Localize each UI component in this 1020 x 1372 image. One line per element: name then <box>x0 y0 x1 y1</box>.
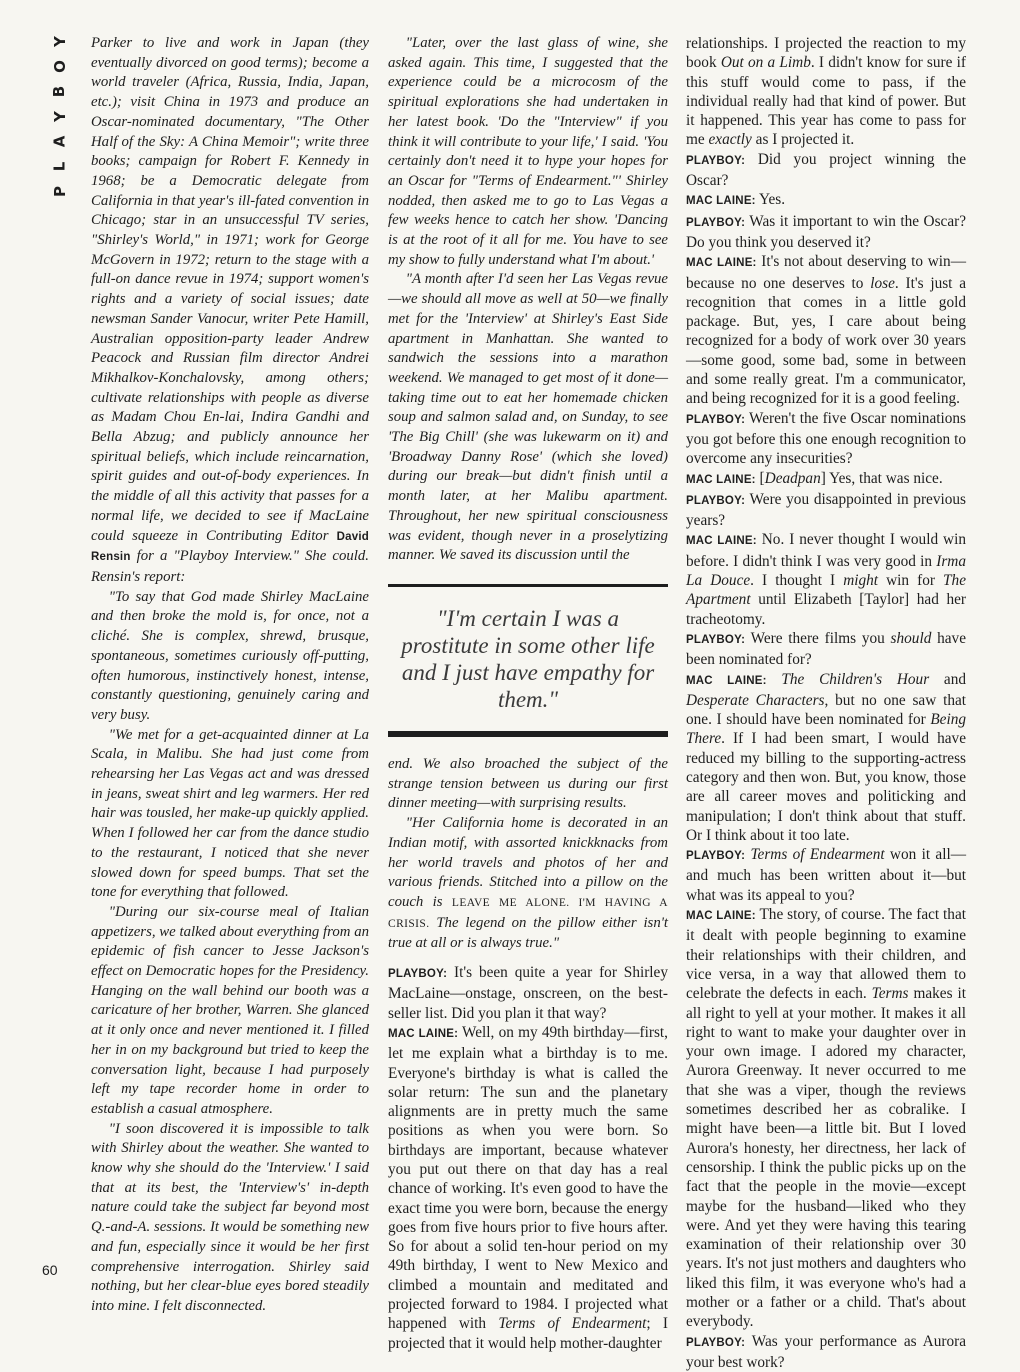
page-number: 60 <box>42 1262 58 1278</box>
speaker-label: MAC LAINE: <box>686 257 757 270</box>
answer-text: relationships. I projected the reaction to my book <box>686 35 966 72</box>
answer-text: ; I projected that it would help mother-daughter <box>388 1315 668 1352</box>
interview-answer <box>388 1023 668 1353</box>
report-paragraph: "During our six-course meal of Italian appetizers, we talked about everything from an epidemic of fish cancer to Jesse Jackson's effect on Democratic hopes for the Presidency. Hanging on the wall behind our booth was a caricature of her brother, Warren. She glanced at it only once and never mentioned it. I filled her in on my background but tried to keep the conversation light, because I had purposely left my tape recorder home in order to establish a casual atmosphere. <box>91 903 369 1117</box>
speaker-label: PLAYBOY: <box>686 850 746 863</box>
film-title: The Apartment <box>686 572 966 609</box>
answer-text: Yes. <box>755 191 786 209</box>
speaker-label: MAC LAINE: <box>686 195 756 208</box>
intro-paragraph <box>91 34 369 588</box>
masthead-letter: L <box>50 161 69 172</box>
interview-question <box>388 963 668 1023</box>
interview-question <box>686 490 966 531</box>
interview-answer <box>686 530 966 628</box>
report-text: The legend on the pillow either isn't true at all or is always true." <box>388 914 668 952</box>
masthead-letter: P <box>50 186 69 197</box>
answer-text: It's not about deserving to win—because no one deserves to <box>686 253 966 292</box>
masthead-letter: Y <box>50 36 69 47</box>
interview-answer <box>686 190 966 211</box>
report-paragraph: "We met for a get-acquainted dinner at La Scala, in Malibu. She had just come from rehearsing her Las Vegas act and was dressed in jeans, sweat shirt and leg warmers. Her red hair was tousled, her make-up quickly applied. When I followed her car from the dance studio to the restaurant, I noticed that she never slowed down for speed bumps. That set the tone for everything that followed. <box>91 726 369 901</box>
speaker-label: PLAYBOY: <box>686 413 746 426</box>
answer-text: makes it all right to yell at your mother. It makes it all right to want to make your daughter over in your own image. I adored my character, Aurora Greenway. It never occurred to me that she was a viper, though the reviews sometimes described her as cobralike. I might have been—a little bit. But I loved Aurora's honesty, her directness, her lack of censorship. I think the public picks up on the fact that the people in the movie—except maybe for the husband—liked who they were. And yet they were having this tearing examination of their relationship over 30 years. It's not just mothers and daughters who liked this film, it was everyone who's had a mother or a father or a child. That's about everybody. <box>686 985 966 1331</box>
interview-answer <box>686 670 966 846</box>
speaker-label: PLAYBOY: <box>686 216 746 229</box>
speaker-label: PLAYBOY: <box>686 633 746 646</box>
answer-text: . I thought I <box>750 572 844 590</box>
interview-answer <box>686 252 966 408</box>
intro-column-1 <box>91 34 369 1317</box>
emphasis: should <box>890 629 932 647</box>
emphasis: lose <box>870 274 895 292</box>
question-text: It's been quite a year for Shirley MacLaine—onstage, onscreen, on the best-seller list. Did you plan it that way? <box>388 964 668 1022</box>
intro-text: for a "Playboy Interview." She could. Rensin's report: <box>91 548 369 585</box>
question-text: won it all—and much has been written about it—but what was its appeal to you? <box>686 846 966 904</box>
film-title: Desperate Characters <box>686 691 825 709</box>
pull-quote: "I'm certain I was a prostitute in some other life and I just have empathy for them." <box>388 584 668 737</box>
speaker-label: PLAYBOY: <box>686 154 746 167</box>
interview-answer-continued <box>686 34 966 150</box>
answer-text: . I didn't know for sure if this stuff would come to pass, if the individual really had that kind of power. But it happened. This year has come to pass for me <box>686 54 966 149</box>
speaker-label: MAC LAINE: <box>388 1027 459 1040</box>
book-title: Out on a Limb <box>720 54 811 72</box>
pillow-legend: LEAVE ME ALONE. I'M HAVING A CRISIS. <box>388 896 668 930</box>
report-paragraph: "To say that God made Shirley MacLaine and then broke the mold is, for once, not a cliché. She is complex, shrewd, brusque, spontaneous, sometimes curiously off-putting, often humorous, instinctively honest, intense, constantly questioning, genuinely caring and very busy. <box>91 588 369 723</box>
answer-text: . It's just a recognition that comes in a little gold package. But, yes, I care about being recognized for a body of work over 30 years—some good, some bad, some in between and some really great. I'm a communicator, and being recognized for it is a good feeling. <box>686 274 966 408</box>
emphasis: exactly <box>708 131 752 149</box>
question-text: Was it important to win the Oscar? Do you think you deserved it? <box>686 212 966 251</box>
interview-column-3 <box>686 34 966 1372</box>
film-title: Irma La Douce <box>686 552 966 590</box>
answer-text: ] Yes, that was nice. <box>820 469 943 487</box>
interview-question <box>686 629 966 670</box>
masthead-letter: A <box>50 135 69 148</box>
interview-question <box>686 212 966 253</box>
emphasis: might <box>843 572 879 590</box>
film-title: The Children's Hour <box>781 670 930 688</box>
masthead-letter: Y <box>50 111 69 122</box>
interview-question <box>686 1332 966 1372</box>
author-name: David Rensin <box>91 530 369 564</box>
question-text: Did you project winning the Oscar? <box>686 150 966 190</box>
report-paragraph: "Later, over the last glass of wine, she asked again. This time, I suggested that the experience could be a microcosm of the spiritual explorations she had undertaken in her latest book. 'Do the "Interview" if you think it will contribute to your life,' I said. 'You certainly don't need it to hype your hopes for an Oscar for "Terms of Endearment."' Shirley nodded, then asked me to go to Las Vegas a few weeks hence to catch her show. 'Dancing is at the root of it all for me. You have to see my show to fully understand what I'm about.' <box>388 35 668 268</box>
question-text: have been nominated for? <box>686 629 966 669</box>
question-text: Weren't the five Oscar nominations you got before this one enough recognition to overcome any insecurities? <box>686 409 966 468</box>
speaker-label: MAC LAINE: <box>686 674 767 687</box>
film-title: Terms of Endearment <box>750 846 885 864</box>
speaker-label: PLAYBOY: <box>686 494 746 507</box>
stage-direction: Deadpan <box>764 469 821 487</box>
interview-answer <box>686 469 966 490</box>
speaker-label: PLAYBOY: <box>686 1336 746 1349</box>
speaker-label: MAC LAINE: <box>686 910 756 923</box>
film-title: Terms <box>871 985 909 1003</box>
answer-text: [ <box>755 469 765 487</box>
answer-text: No. I never thought I would win before. I didn't think I was very good in <box>686 531 966 570</box>
question-text: Was your performance as Aurora your best work? <box>686 1332 966 1371</box>
speaker-label: MAC LAINE: <box>686 473 756 486</box>
answer-text: win for <box>878 572 944 590</box>
answer-text: as I projected it. <box>751 131 855 149</box>
interview-answer <box>686 905 966 1332</box>
report-paragraph: "A month after I'd seen her Las Vegas revue—we should all move as well at 50—we finally met for the 'Interview' at Shirley's East Side apartment in Manhattan. She wanted to sandwich the sessions into a marathon weekend. We managed to get most of it done—taking time out to eat her homemade chicken soup and salmon salad and, on Sunday, to see 'The Big Chill' (she was lukewarm on it) and 'Broadway Danny Rose' (which she loved) during our break—but didn't finish until a month later, at her Malibu apartment. Throughout, her new spiritual consciousness was evident, though never in a proselytizing manner. We saved its discussion until the <box>388 271 668 564</box>
interview-question <box>686 845 966 905</box>
answer-text: and <box>929 670 966 688</box>
speaker-label: MAC LAINE: <box>686 535 757 548</box>
answer-text: , but no one saw that one. I should have been nominated for <box>686 691 967 729</box>
report-paragraph <box>388 814 668 954</box>
question-text: Were there films you <box>745 629 891 647</box>
film-title: Terms of Endearment <box>498 1315 647 1333</box>
interview-question <box>686 150 966 191</box>
masthead-letter: B <box>50 85 69 98</box>
answer-text: The story, of course. The fact that it dealt with people beginning to examine their relationships with their children, and vice versa, in a way that allowed them to celebrate the defects in each. <box>686 906 966 1003</box>
speaker-label: PLAYBOY: <box>388 968 448 981</box>
answer-text: Well, on my 49th birthday—first, let me explain what a birthday is to me. Everyone's birthday is what is called the solar return: The sun and the planetary alignments are in pretty much the same positions as when you were born. So birthdays are important, because whatever you put out there on that day has a real chance of working. It's even good to have the exact time you were born, because the energy goes from five hours prior to five hours after. So for about a solid ten-hour period on my 49th birthday, I went to New Mexico and climbed a mountain and meditated and projected forward to 1984. I projected what happened with <box>388 1023 668 1333</box>
report-paragraph: end. We also broached the subject of the strange tension between us during our first dinner meeting—with surprising results. <box>388 755 668 812</box>
question-text: Were you disappointed in previous years? <box>686 490 966 530</box>
intro-column-2 <box>388 34 668 1353</box>
film-title: Being There <box>686 711 966 748</box>
intro-text: Parker to live and work in Japan (they eventually divorced on good terms); become a world traveler (Africa, Russia, India, Japan, etc.); visit China in 1973 and produce an Oscar-nominated documentary, "The Other Half of the Sky: A China Memoir"; write three books; campaign for Robert F. Kennedy in 1968; be a Democratic delegate from California in that year's ill-fated convention in Chicago; star in an unsuccessful TV series, "Shirley's World," in 1971; work for George McGovern in 1972; return to the stage with a full-on dance revue in 1974; support women's rights and a variety of social issues; date newsman Sander Vanocur, writer Pete Hamill, Australian opposition-party leader Andrew Peacock and Russian film director Andrei Mikhalkov-Konchalovsky, among others; cultivate relationships with people as diverse as Madam Chou En-lai, Indira Gandhi and Bella Abzug; and publicly announce her spiritual beliefs, which include reincarnation, spirit guides and out-of-body experiences. In the middle of all this activity that passes for a normal life, we decided to see if MacLaine could squeeze in Contributing Editor <box>91 35 369 544</box>
interview-question <box>686 409 966 469</box>
magazine-masthead <box>40 34 80 199</box>
report-text: "Her California home is decorated in an Indian motif, with assorted knickknacks from her world travels and photos of her and various friends. Stitched into a pillow on the couch is <box>388 815 668 910</box>
answer-text: . If I had been smart, I would have reduced my billing to the supporting-actress category and then won. But, you know, those are all career moves and politicking and manipulation; I don't think about that stuff. Or I think about it too late. <box>686 730 966 844</box>
report-paragraph: "I soon discovered it is impossible to talk with Shirley about the weather. She wanted to know why she should do the 'Interview.' I said that at its best, the 'Interview's' in-depth nature could take the subject far beyond most Q.-and-A. sessions. It would be something new and fun, especially since it would be her first comprehensive interrogation. Shirley said nothing, but her clear-blue eyes bored steadily into mine. I felt disconnected. <box>91 1120 369 1314</box>
answer-text: until Elizabeth [Taylor] had her tracheotomy. <box>686 591 966 628</box>
masthead-letter: O <box>50 60 69 73</box>
